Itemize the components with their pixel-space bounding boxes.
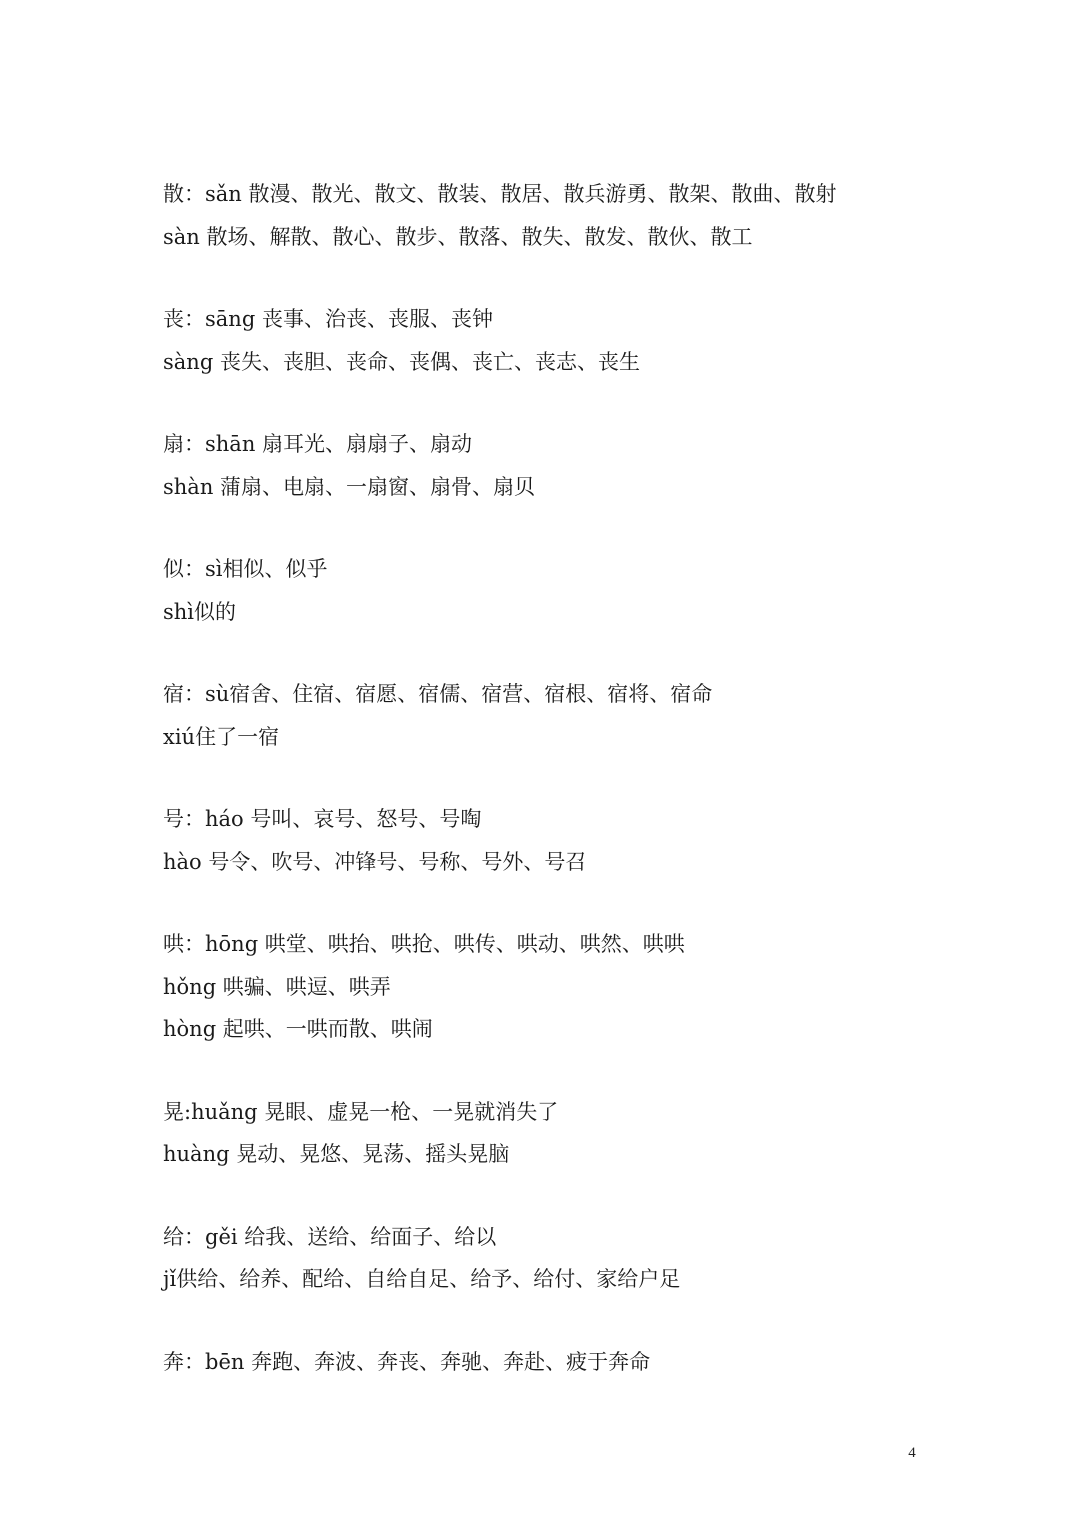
entry-line: hòng 起哄、一哄而散、哄闹: [163, 1017, 433, 1041]
page-number: 4: [908, 1445, 916, 1461]
entry-line: 散：sǎn 散漫、散光、散文、散装、散居、散兵游勇、散架、散曲、散射: [163, 182, 837, 206]
entry-sang: [163, 298, 983, 383]
polyphone-entry-list: [163, 173, 983, 1423]
entry-line: jǐ供给、给养、配给、自给自足、给予、给付、家给户足: [163, 1267, 681, 1291]
entry-san: [163, 173, 983, 258]
entry-ben: [163, 1341, 983, 1384]
entry-hao: [163, 798, 983, 883]
entry-line: 晃:huǎng 晃眼、虚晃一枪、一晃就消失了: [163, 1099, 559, 1124]
entry-line: 丧：sāng 丧事、治丧、丧服、丧钟: [163, 307, 493, 331]
entry-line: 扇：shān 扇耳光、扇扇子、扇动: [163, 432, 473, 456]
entry-line: 给：gěi 给我、送给、给面子、给以: [163, 1224, 497, 1249]
entry-line: shì似的: [163, 599, 237, 624]
entry-line: 号：háo 号叫、哀号、怒号、号啕: [163, 807, 482, 831]
entry-gei: [163, 1216, 983, 1301]
entry-huang: [163, 1091, 983, 1176]
entry-line: shàn 蒲扇、电扇、一扇窗、扇骨、扇贝: [163, 474, 536, 499]
entry-shan: [163, 423, 983, 508]
entry-si: [163, 548, 983, 633]
entry-line: sàn 散场、解散、散心、散步、散落、散失、散发、散伙、散工: [163, 224, 753, 249]
entry-hong: [163, 923, 983, 1051]
entry-line: xiú住了一宿: [163, 724, 280, 749]
entry-line: 似：sì相似、似乎: [163, 557, 328, 581]
entry-line: huàng 晃动、晃悠、晃荡、摇头晃脑: [163, 1142, 510, 1166]
entry-line: 宿：sù宿舍、住宿、宿愿、宿儒、宿营、宿根、宿将、宿命: [163, 682, 713, 706]
entry-line: hǒng 哄骗、哄逗、哄弄: [163, 974, 391, 999]
entry-line: 奔：bēn 奔跑、奔波、奔丧、奔驰、奔赴、疲于奔命: [163, 1349, 651, 1374]
entry-line: hào 号令、吹号、冲锋号、号称、号外、号召: [163, 849, 587, 874]
entry-su: [163, 673, 983, 758]
entry-line: 哄：hōng 哄堂、哄抬、哄抢、哄传、哄动、哄然、哄哄: [163, 932, 685, 956]
entry-line: sàng 丧失、丧胆、丧命、丧偶、丧亡、丧志、丧生: [163, 349, 640, 374]
